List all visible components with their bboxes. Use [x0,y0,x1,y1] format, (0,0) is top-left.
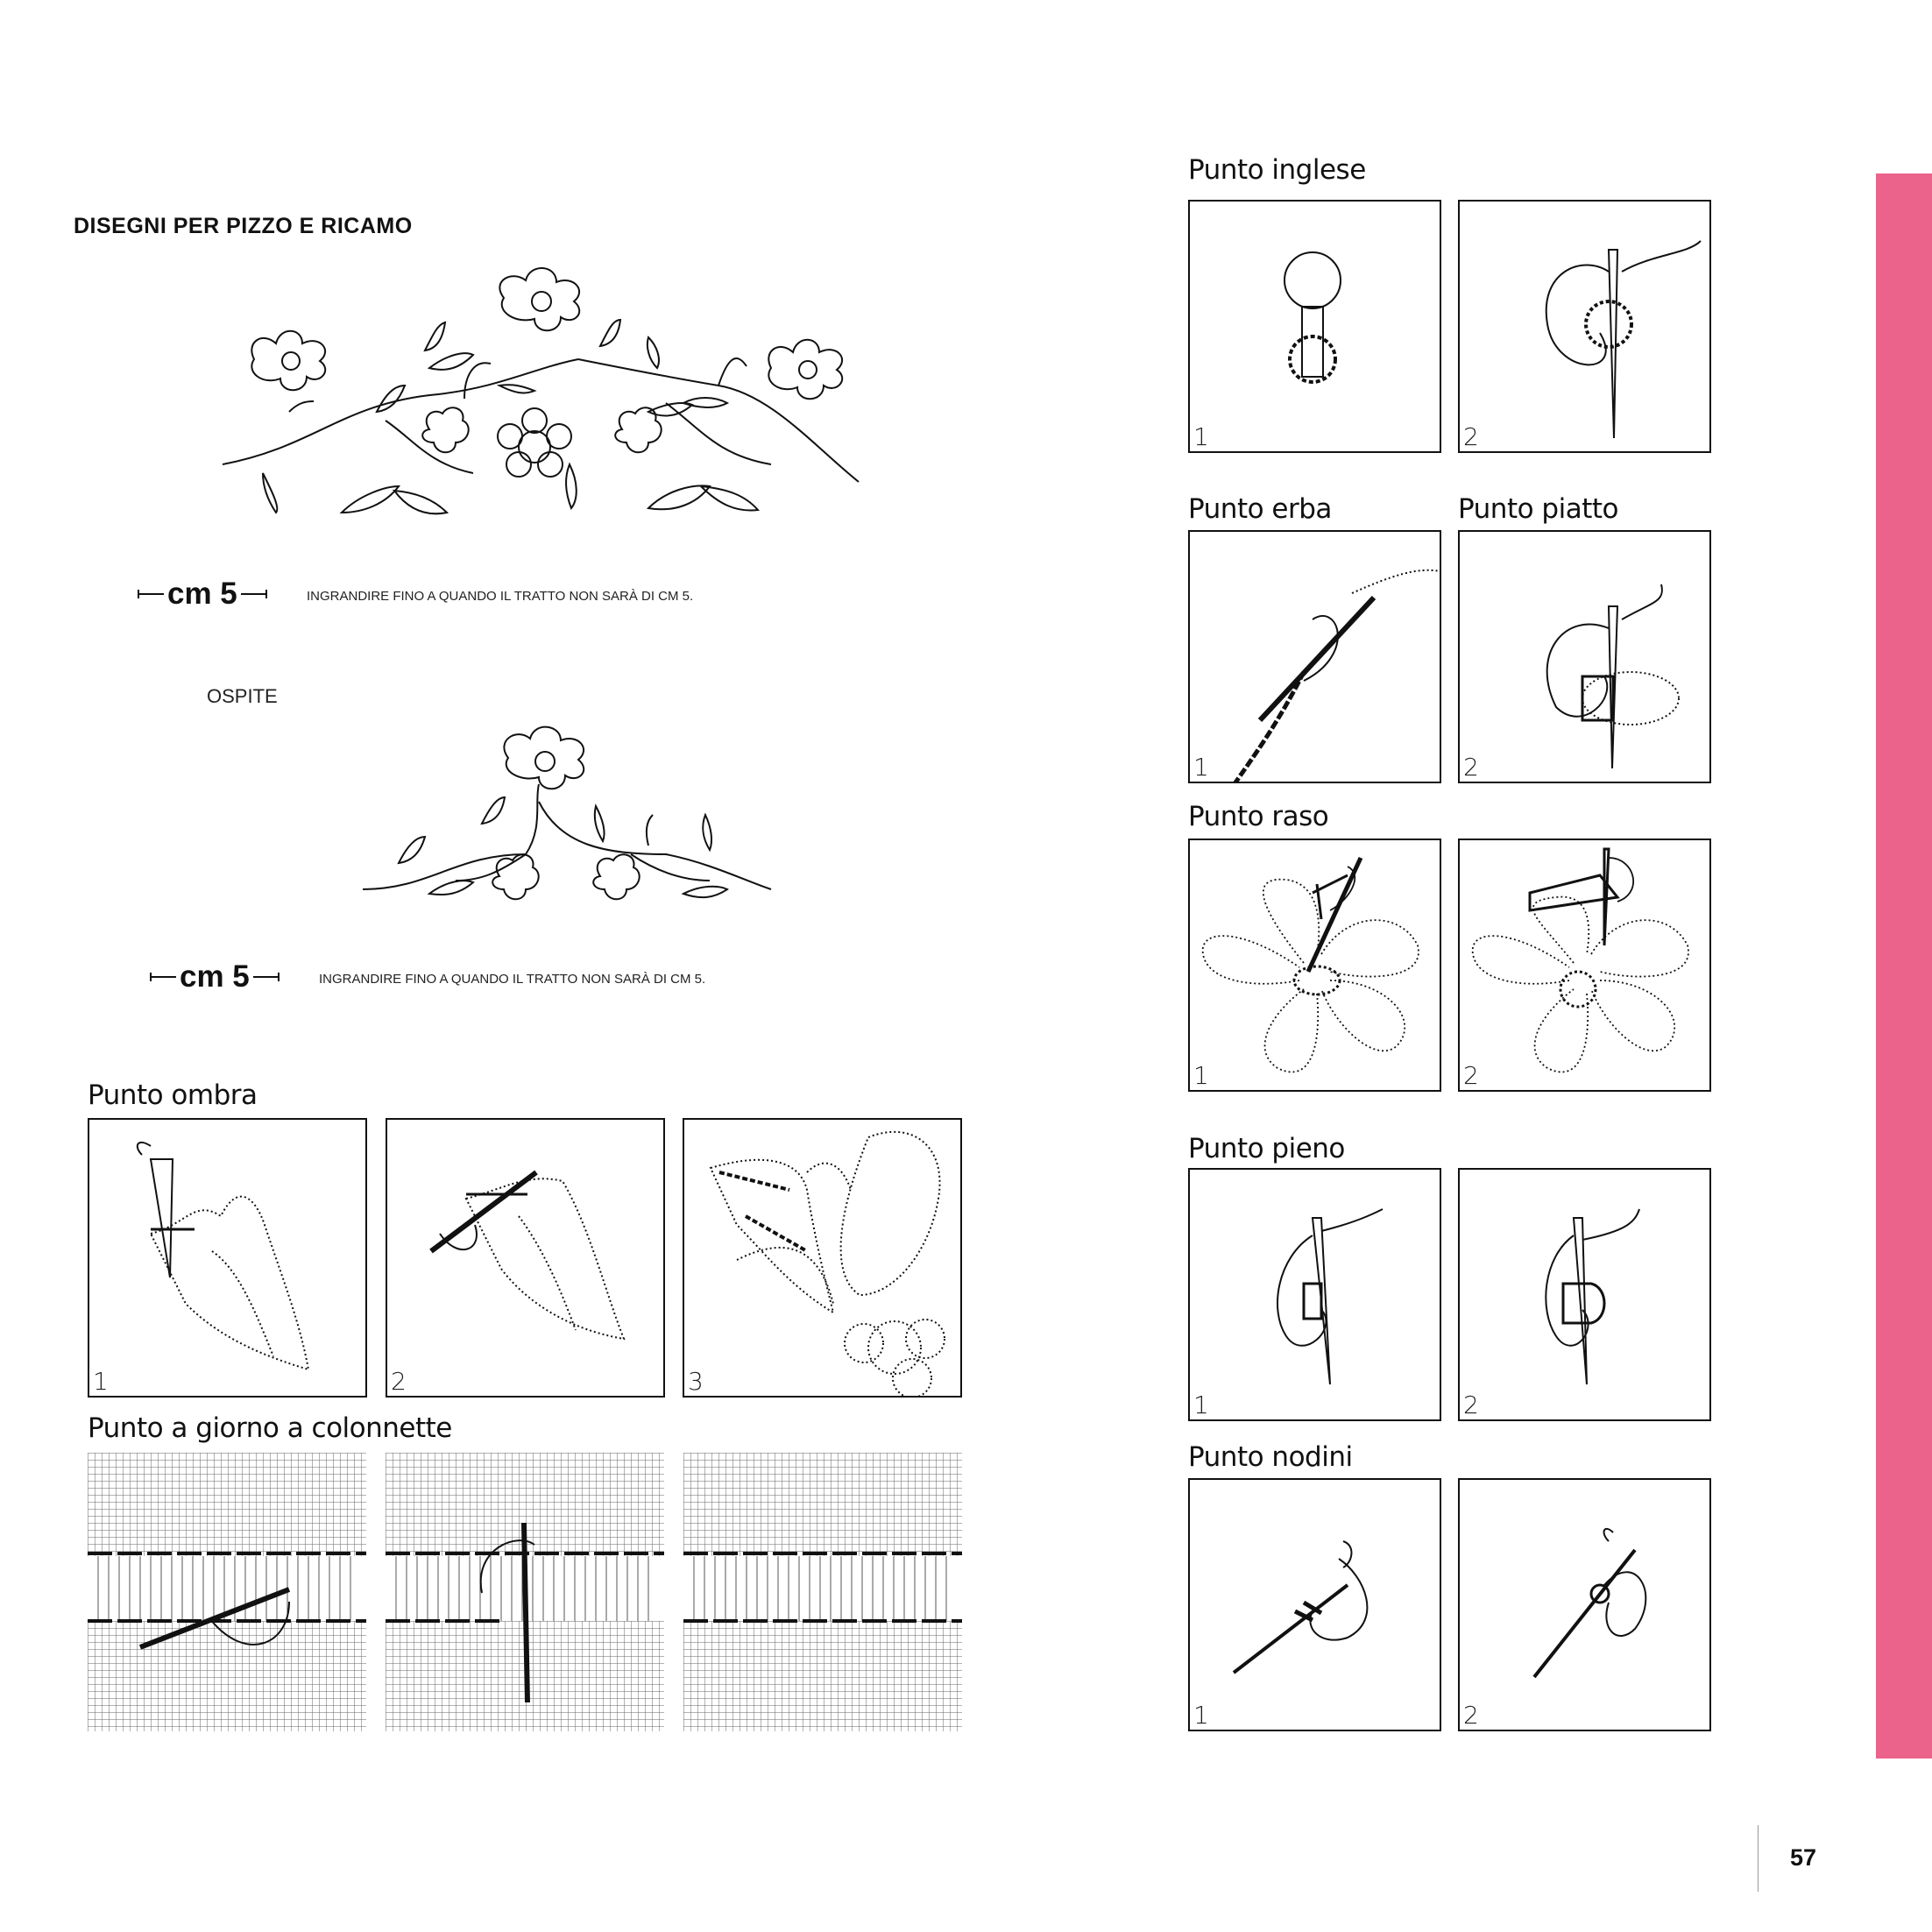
section-title-piatto: Punto piatto [1458,493,1618,525]
step-number: 2 [1463,1061,1479,1090]
piatto-step-2-panel [1458,530,1711,783]
erba-step-1-panel [1188,530,1441,783]
step-number: 1 [93,1367,109,1396]
step-number: 2 [1463,753,1479,782]
page-number-divider [1758,1825,1759,1892]
pieno-step-1-panel [1188,1168,1441,1421]
step-number: 1 [1193,1061,1209,1090]
inglese-step-2-panel [1458,200,1711,453]
raso-step-1-panel [1188,839,1441,1092]
enlarge-note-1: INGRANDIRE FINO A QUANDO IL TRATTO NON SARÀ DI CM 5. [307,589,694,604]
giorno-step-2-panel [386,1453,664,1731]
ombra-step-2-panel [386,1118,665,1398]
giorno-step-3-panel [683,1453,962,1731]
enlarge-note-2: INGRANDIRE FINO A QUANDO IL TRATTO NON SARÀ DI CM 5. [319,972,706,987]
section-title-nodini: Punto nodini [1188,1441,1353,1473]
scale-tick-right [241,593,267,595]
scale-label: cm 5 [180,959,250,994]
scale-bar-1 [138,577,267,612]
step-number: 3 [688,1367,704,1396]
inglese-step-1-panel [1188,200,1441,453]
step-number: 1 [1193,1391,1209,1419]
scale-tick-left [138,593,164,595]
step-number: 2 [1463,422,1479,451]
step-number: 2 [391,1367,407,1396]
step-number: 2 [1463,1391,1479,1419]
giorno-step-1-panel [88,1453,366,1731]
scale-bar-2 [150,959,280,994]
scale-tick-right [253,976,280,978]
step-number: 2 [1463,1701,1479,1730]
section-title-inglese: Punto inglese [1188,154,1366,186]
nodini-step-1-panel [1188,1478,1441,1731]
ombra-step-3-panel [683,1118,962,1398]
page-heading: DISEGNI PER PIZZO E RICAMO [74,214,413,238]
section-title-raso: Punto raso [1188,801,1329,832]
scale-label: cm 5 [167,577,237,611]
pieno-step-2-panel [1458,1168,1711,1421]
page-number: 57 [1790,1844,1817,1871]
ombra-step-1-panel [88,1118,367,1398]
embroidery-pattern-garland [210,263,876,526]
section-title-ombra: Punto ombra [88,1079,258,1111]
step-number: 1 [1193,1701,1209,1730]
guest-label: OSPITE [207,685,278,707]
step-number: 1 [1193,753,1209,782]
section-title-erba: Punto erba [1188,493,1332,525]
accent-strip [1876,173,1932,1759]
section-title-pieno: Punto pieno [1188,1133,1345,1164]
raso-step-2-panel [1458,839,1711,1092]
step-number: 1 [1193,422,1209,451]
scale-tick-left [150,976,176,978]
nodini-step-2-panel [1458,1478,1711,1731]
section-title-giorno: Punto a giorno a colonnette [88,1412,452,1444]
embroidery-pattern-guest [359,723,780,924]
